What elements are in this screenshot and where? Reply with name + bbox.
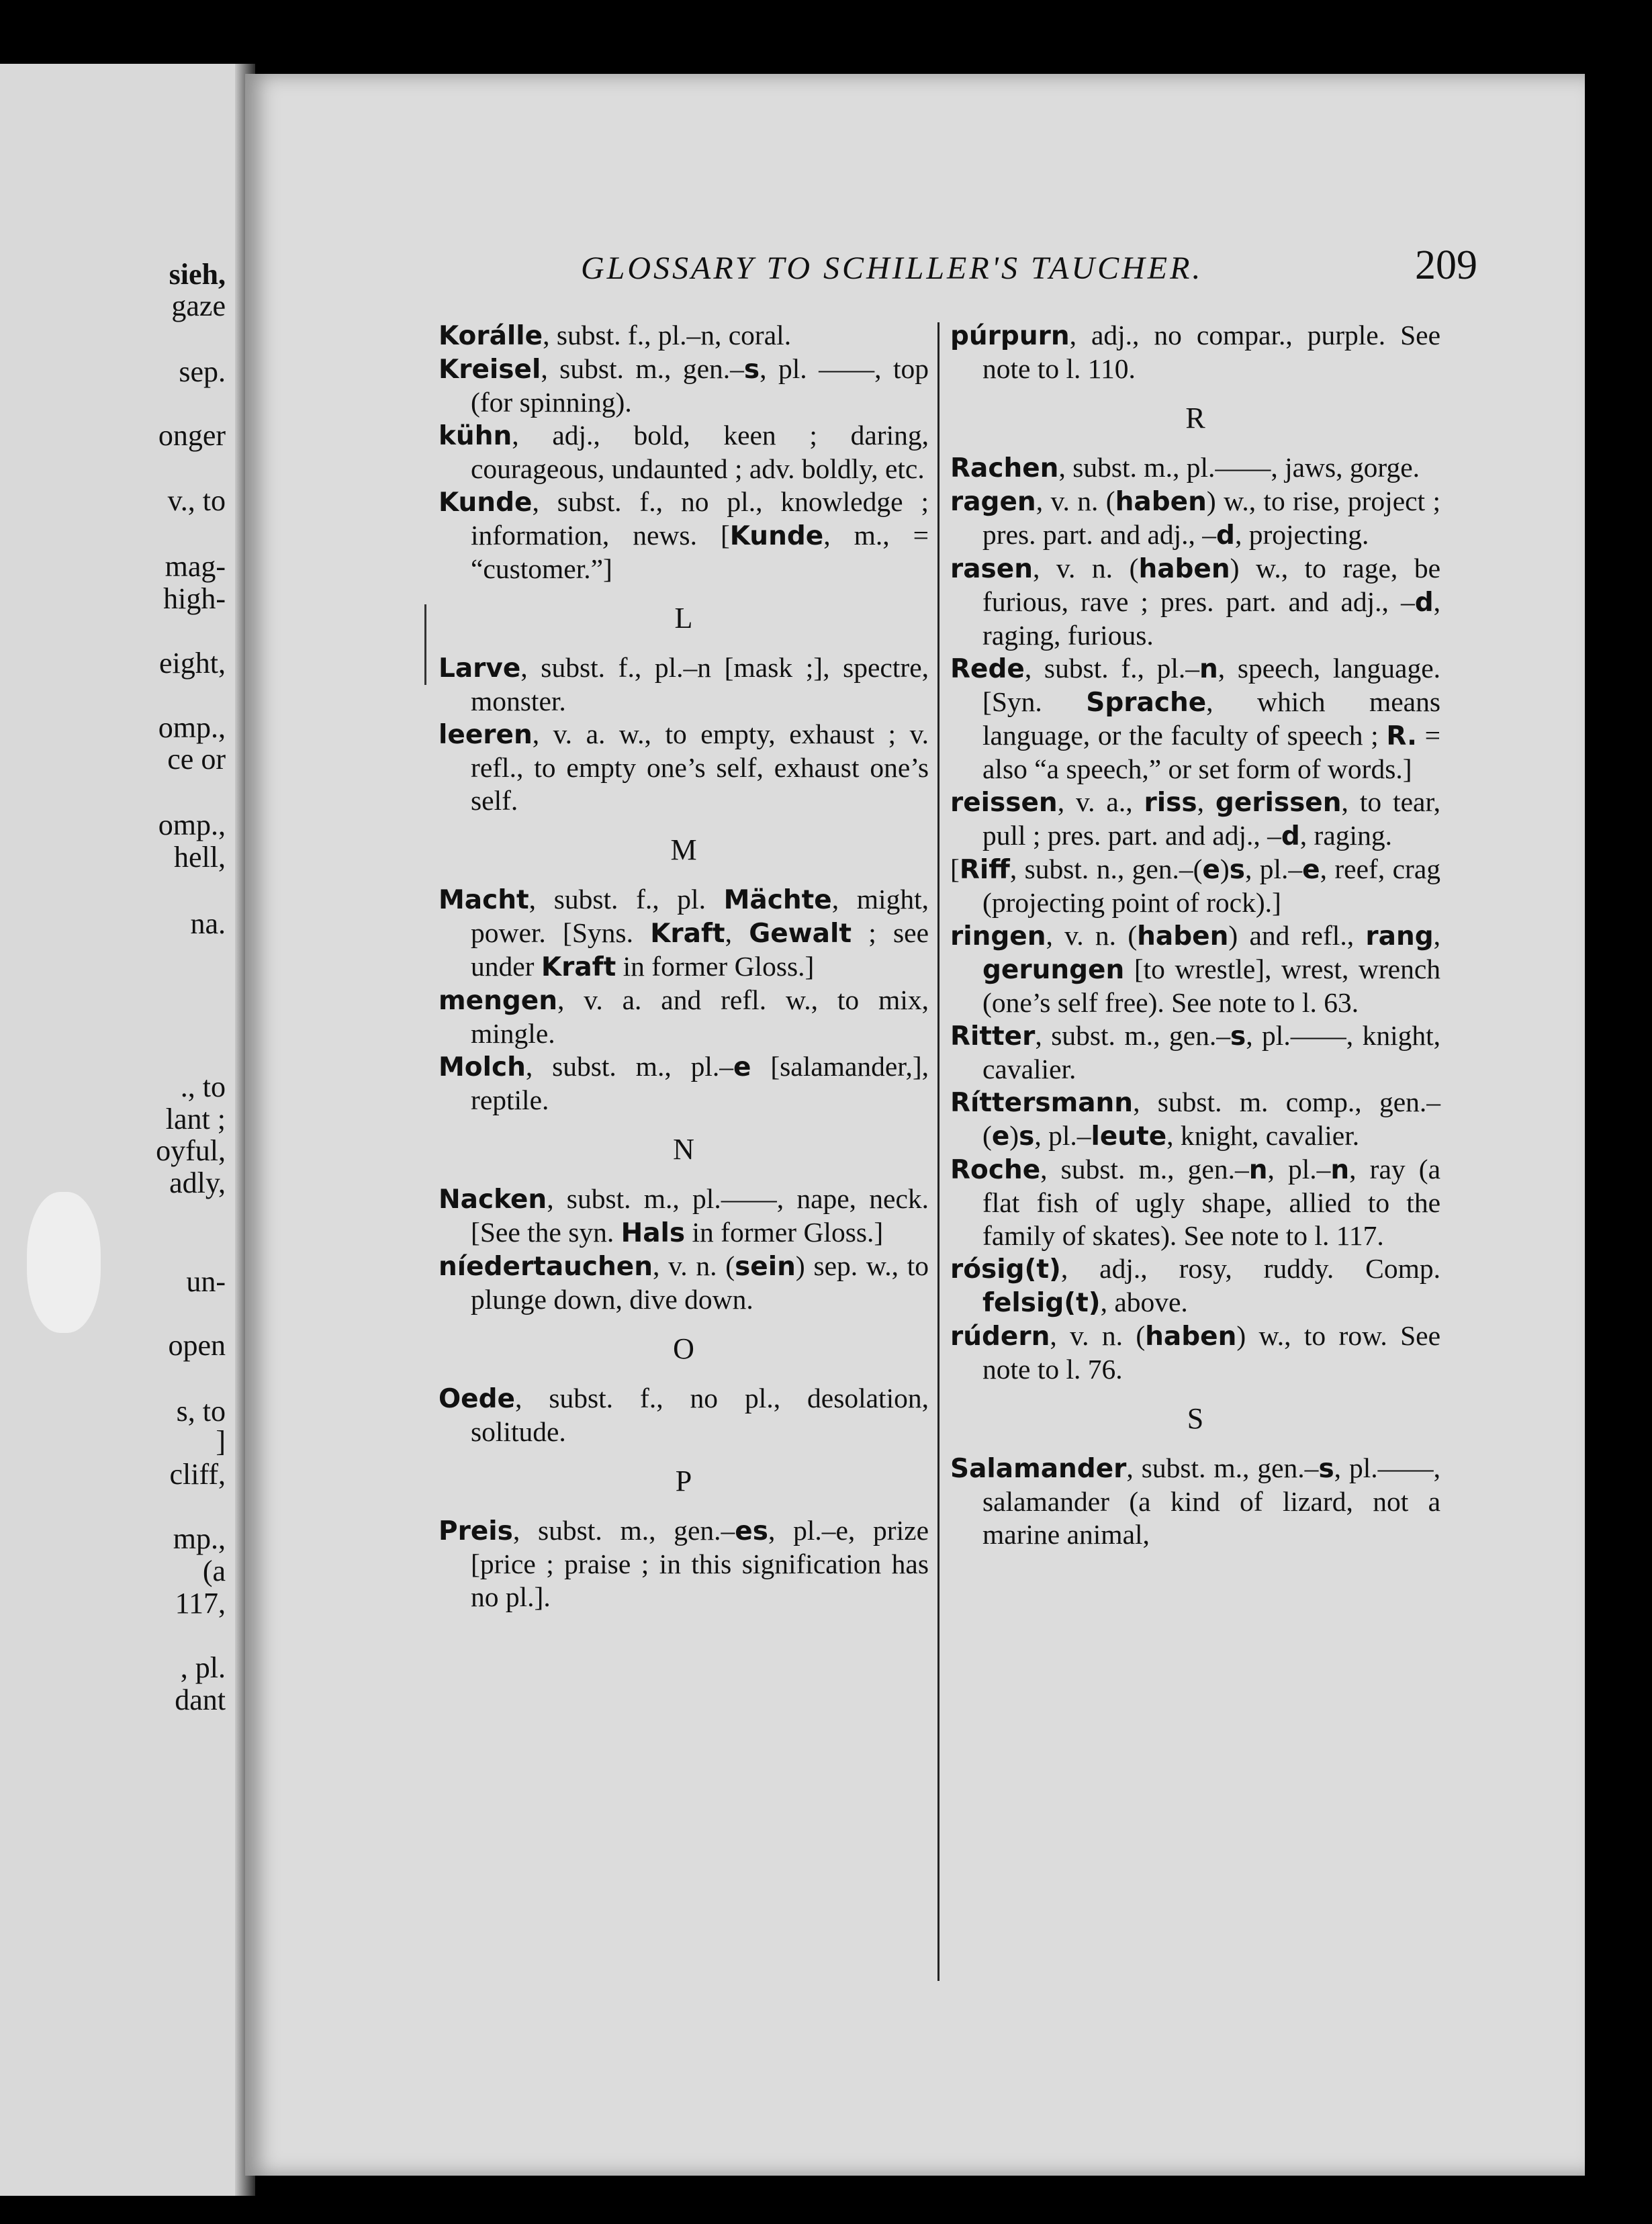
glossary-entry: [439, 1250, 929, 1316]
right-column: [950, 319, 1440, 1551]
left-page-fragment: ]: [216, 1425, 226, 1458]
entry-text: , ray (a flat fish of ugly shape, allied to the family of skates). See note to l. 117.: [982, 1154, 1440, 1251]
entry-text: , subst. m., gen.–: [1035, 1020, 1230, 1051]
left-page-fragment: ., to: [180, 1070, 226, 1103]
entry-text: , knight, cavalier.: [1166, 1120, 1360, 1151]
entry-text: , raging.: [1299, 820, 1392, 851]
left-column: [439, 319, 929, 1614]
left-page-fragment: mag-: [165, 550, 226, 583]
entry-text: ,: [725, 917, 749, 948]
entry-headword: rúdern: [950, 1322, 1050, 1352]
entry-text: , v. n. (: [653, 1250, 735, 1281]
entry-text: , v. n. (: [1046, 920, 1138, 951]
section-letter: L: [674, 602, 693, 635]
entry-text: , pl.–e, prize [price ; praise ; in this signification has no pl.].: [471, 1515, 929, 1612]
entry-text: in former Gloss.]: [616, 951, 815, 982]
entry-text: , v. a. w., to empty, exhaust ; v. refl., to empty one’s self, exhaust one’s self.: [471, 719, 929, 816]
entry-bold-term: e: [1302, 855, 1320, 885]
entry-bold-term: Riff: [959, 855, 1010, 885]
glossary-entry: [950, 1019, 1440, 1086]
glossary-entry: [439, 319, 929, 353]
running-head: [581, 242, 1477, 295]
glossary-entry: [439, 1382, 929, 1448]
glossary-entry: [950, 853, 1440, 919]
entry-headword: kühn: [439, 421, 512, 451]
glossary-page: [245, 74, 1585, 2176]
left-page-fragment: na.: [190, 907, 226, 940]
entry-text: ): [1009, 1120, 1019, 1151]
entry-bold-term: s: [1019, 1121, 1035, 1152]
glossary-entry: [950, 1252, 1440, 1319]
entry-headword: níedertauchen: [439, 1252, 653, 1282]
glossary-entry: [950, 552, 1440, 652]
entry-headword: púrpurn: [950, 321, 1070, 351]
entry-text: , raging, furious.: [982, 586, 1440, 651]
section-letter: M: [670, 833, 697, 866]
entry-bold-term: s: [1230, 1021, 1246, 1052]
glossary-entry: [950, 1153, 1440, 1252]
entry-bold-term: Sprache: [1086, 688, 1207, 718]
left-page-fragment: 117,: [175, 1587, 226, 1620]
entry-headword: leeren: [439, 720, 533, 750]
entry-text: [: [950, 853, 960, 884]
entry-text: , pl. ——, top (for spinning).: [471, 353, 929, 418]
entry-headword: Roche: [950, 1155, 1041, 1185]
entry-text: ; see under: [471, 917, 929, 982]
entry-bold-term: s: [1318, 1454, 1334, 1484]
entry-bold-term: riss: [1144, 788, 1197, 818]
entry-bold-term: rang: [1365, 921, 1434, 952]
entry-bold-term: n: [1330, 1155, 1350, 1185]
entry-bold-term: haben: [1115, 487, 1207, 517]
entry-bold-term: gerissen: [1215, 788, 1342, 818]
entry-text: , adj., bold, keen ; daring, courageous, undaunted ; adv. boldly, etc.: [471, 420, 929, 484]
left-page-fragment: sep.: [179, 355, 226, 388]
entry-text: , subst. m., gen.–: [512, 1515, 735, 1546]
entry-bold-term: d: [1414, 588, 1434, 618]
entry-headword: Oede: [439, 1384, 515, 1414]
entry-headword: Ríttersmann: [950, 1088, 1134, 1118]
entry-headword: Kunde: [439, 488, 533, 518]
entry-bold-term: es: [735, 1516, 768, 1546]
entry-text: , m., = “customer.”]: [471, 520, 929, 584]
entry-text: , subst. m., pl.——, nape, neck. [See the syn.: [471, 1183, 929, 1248]
entry-headword: mengen: [439, 986, 557, 1016]
entry-headword: Salamander: [950, 1454, 1127, 1484]
entry-text: , subst. m. comp., gen.–(: [982, 1086, 1440, 1151]
entry-text: , adj., no compar., purple. See note to l. 110.: [982, 320, 1440, 384]
glossary-entry: [950, 451, 1440, 485]
left-page-fragment: onger: [158, 419, 226, 452]
entry-text: , to tear, pull ; pres. part. and adj., –: [982, 786, 1440, 851]
entry-headword: Preis: [439, 1516, 513, 1546]
section-letter: S: [1187, 1402, 1204, 1435]
entry-bold-term: n: [1248, 1155, 1268, 1185]
left-page-fragment: un-: [186, 1265, 226, 1298]
glossary-entry: [439, 419, 929, 485]
section-letter: P: [675, 1465, 692, 1497]
margin-mark: [424, 604, 426, 685]
entry-bold-term: e: [1202, 855, 1220, 885]
entry-headword: Kreisel: [439, 355, 541, 385]
glossary-entry: [950, 786, 1440, 853]
entry-text: , which means language, or the faculty of speech ;: [982, 686, 1440, 751]
entry-headword: ringen: [950, 921, 1046, 952]
entry-bold-term: R.: [1386, 721, 1417, 751]
entry-text: , subst. f., pl.–n, coral.: [543, 320, 792, 351]
entry-text: ,: [1433, 920, 1440, 951]
entry-text: , pl.——, knight, cavalier.: [982, 1020, 1441, 1084]
left-page-fragment: high-: [163, 582, 226, 615]
entry-headword: Larve: [439, 653, 521, 684]
entry-text: ) w., to rage, be furious, rave ; pres. part. and adj., –: [982, 553, 1440, 617]
entry-headword: Rachen: [950, 453, 1059, 483]
running-head-title: GLOSSARY TO SCHILLER'S TAUCHER.: [581, 250, 1203, 286]
left-page-fragment: eight,: [159, 647, 226, 680]
entry-text: , adj., rosy, ruddy. Comp.: [1060, 1253, 1440, 1284]
entry-text: , subst. f., pl.–n [mask ;], spectre, monster.: [471, 652, 929, 716]
entry-bold-term: e: [991, 1121, 1010, 1152]
left-page-fragment: lant ;: [165, 1103, 226, 1136]
entry-text: , subst. f., no pl., desolation, solitude.: [471, 1383, 929, 1447]
entry-headword: Rede: [950, 654, 1025, 684]
glossary-entry: [439, 1050, 929, 1117]
entry-text: , v. a. and refl. w., to mix, mingle.: [471, 984, 929, 1049]
entry-text: ) sep. w., to plunge down, dive down.: [471, 1250, 929, 1315]
entry-bold-term: d: [1216, 520, 1235, 551]
left-page-fragment: adly,: [169, 1166, 226, 1199]
glossary-entry: [950, 652, 1440, 786]
entry-text: in former Gloss.]: [685, 1217, 884, 1248]
left-page-fragment: (a: [202, 1555, 226, 1587]
glossary-entry: [439, 353, 929, 419]
glossary-entry: [950, 1319, 1440, 1386]
left-page-fragment: mp.,: [173, 1522, 226, 1555]
entry-bold-term: e: [733, 1052, 751, 1082]
entry-headword: Molch: [439, 1052, 526, 1082]
left-page-fragment: hell,: [174, 841, 226, 874]
left-page-fragment: s, to: [176, 1395, 226, 1428]
left-page-fragment: omp.,: [158, 808, 226, 841]
entry-text: , reef, crag (projecting point of rock).]: [982, 853, 1440, 918]
entry-bold-term: Kunde: [729, 521, 824, 551]
entry-text: , pl.–: [1034, 1120, 1091, 1151]
entry-text: , v. n. (: [1036, 485, 1115, 516]
entry-bold-term: leute: [1091, 1121, 1167, 1152]
left-page-fragment: ce or: [167, 743, 226, 776]
entry-headword: rasen: [950, 554, 1033, 584]
entry-text: , subst. n., gen.–(: [1009, 853, 1203, 884]
entry-bold-term: sein: [735, 1252, 796, 1282]
paper-smudge: [27, 1192, 101, 1333]
entry-bold-term: Kraft: [650, 919, 725, 949]
section-letter: O: [673, 1332, 694, 1365]
left-page-fragment: v., to: [167, 484, 226, 517]
entry-headword: Macht: [439, 885, 529, 915]
left-page-fragment: dant: [175, 1683, 226, 1716]
entry-text: , subst. m., gen.–: [1040, 1154, 1249, 1185]
entry-bold-term: s: [1229, 855, 1245, 885]
section-letter: N: [673, 1133, 694, 1166]
entry-text: , subst. m., pl.–: [525, 1051, 733, 1082]
entry-bold-term: haben: [1138, 554, 1230, 584]
entry-text: ,: [1197, 786, 1215, 817]
entry-text: , speech, language. [Syn.: [982, 653, 1440, 717]
entry-text: , above.: [1100, 1287, 1188, 1317]
glossary-entry: [439, 984, 929, 1050]
glossary-entry: [950, 1086, 1440, 1153]
entry-text: [to wrestle], wrest, wrench (one’s self free). See note to l. 63.: [982, 954, 1440, 1018]
entry-text: , v. n. (: [1050, 1320, 1146, 1351]
entry-text: , might, power. [Syns.: [471, 884, 929, 948]
left-page-fragment: omp.,: [158, 711, 226, 744]
entry-text: , subst. f., no pl., knowledge ; information, news. [: [471, 486, 929, 551]
left-page-fragment: oyful,: [156, 1134, 226, 1167]
glossary-entry: [439, 1183, 929, 1250]
glossary-entry: [950, 485, 1440, 552]
entry-text: , pl.——, salamander (a kind of lizard, not a marine animal,: [982, 1452, 1441, 1550]
entry-text: , subst. m., gen.–: [1126, 1452, 1319, 1483]
entry-text: = also “a speech,” or set form of words.]: [982, 720, 1440, 784]
entry-headword: Korálle: [439, 321, 543, 351]
left-page-edge: [0, 64, 235, 2196]
left-page-fragment: open: [168, 1329, 226, 1362]
entry-bold-term: Gewalt: [749, 919, 852, 949]
entry-text: , subst. m., pl.——, jaws, gorge.: [1058, 452, 1420, 483]
left-page-fragment: , pl.: [180, 1651, 226, 1684]
page-number: 209: [1415, 242, 1477, 288]
entry-text: , subst. m., gen.–: [541, 353, 744, 384]
entry-text: ) w., to rise, project ; pres. part. and adj., –: [982, 485, 1441, 550]
entry-bold-term: haben: [1137, 921, 1229, 952]
entry-headword: ragen: [950, 487, 1036, 517]
glossary-entry: [439, 651, 929, 718]
glossary-entry: [950, 919, 1440, 1019]
entry-bold-term: Mächte: [723, 885, 832, 915]
entry-text: , subst. f., pl.: [529, 884, 724, 915]
entry-headword: Nacken: [439, 1185, 547, 1215]
entry-bold-term: s: [743, 355, 760, 385]
glossary-entry: [439, 1514, 929, 1614]
entry-text: , projecting.: [1234, 519, 1369, 550]
entry-text: , pl.–: [1267, 1154, 1331, 1185]
entry-bold-term: d: [1281, 821, 1300, 851]
entry-text: , v. n. (: [1032, 553, 1139, 584]
glossary-entry: [439, 883, 929, 984]
entry-text: , v. a.,: [1057, 786, 1144, 817]
glossary-entry: [439, 485, 929, 586]
left-page-fragment: cliff,: [169, 1458, 226, 1491]
glossary-entry: [950, 1452, 1440, 1551]
entry-bold-term: Hals: [621, 1218, 686, 1248]
glossary-entry: [950, 319, 1440, 385]
column-divider: [937, 322, 939, 1981]
entry-text: ) and refl.,: [1228, 920, 1366, 951]
entry-headword: reissen: [950, 788, 1058, 818]
entry-text: [salamander,], reptile.: [471, 1051, 929, 1115]
entry-text: ) w., to row. See note to l. 76.: [982, 1320, 1441, 1385]
entry-bold-term: n: [1199, 654, 1218, 684]
entry-bold-term: haben: [1145, 1322, 1237, 1352]
left-page-fragment: gaze: [171, 289, 226, 322]
entry-text: , subst. f., pl.–: [1024, 653, 1200, 684]
entry-headword: Ritter: [950, 1021, 1036, 1052]
entry-bold-term: Kraft: [541, 952, 616, 982]
entry-headword: rósig(t): [950, 1254, 1061, 1285]
glossary-entry: [439, 718, 929, 817]
section-letter: R: [1185, 402, 1205, 434]
entry-text: ): [1220, 853, 1230, 884]
entry-bold-term: gerungen: [982, 955, 1125, 985]
entry-text: , pl.–: [1244, 853, 1303, 884]
left-page-fragment: sieh,: [169, 258, 226, 291]
entry-bold-term: felsig(t): [982, 1288, 1101, 1318]
